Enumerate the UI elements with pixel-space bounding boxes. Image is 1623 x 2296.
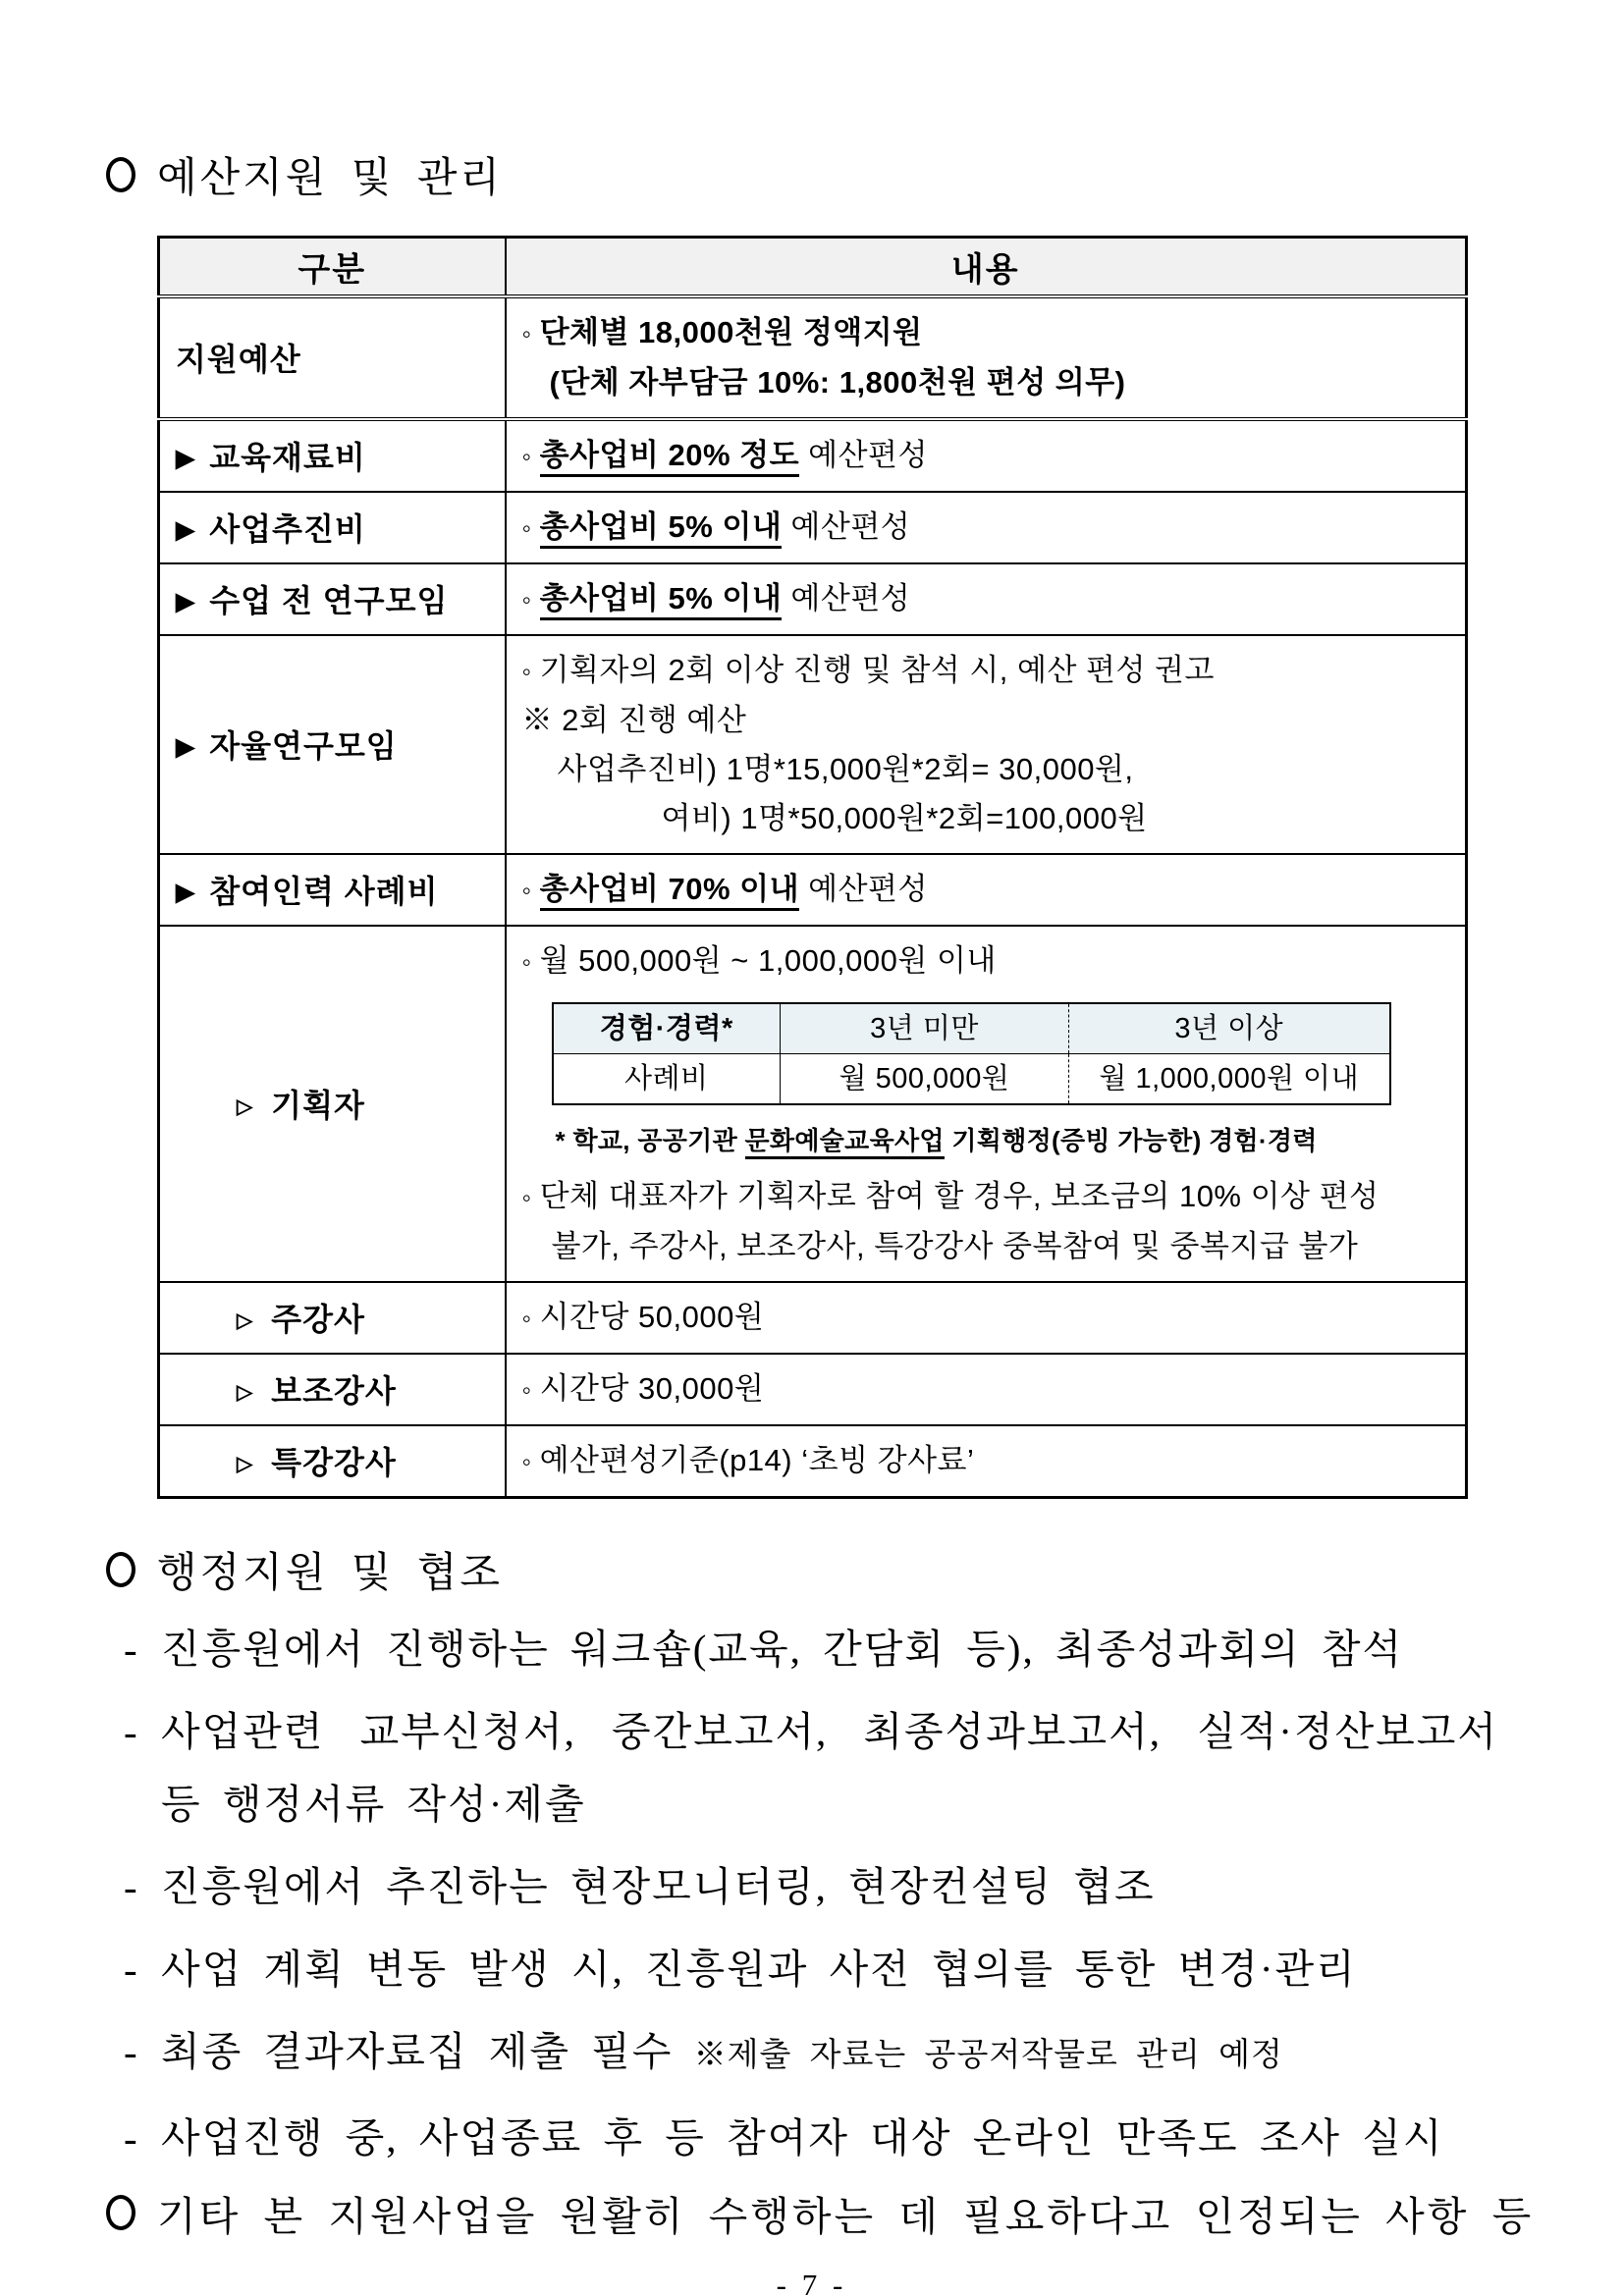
row-special-instructor [159, 1425, 1467, 1498]
dash-bullet: - [124, 1863, 139, 1909]
exp-header-experience: 경험·경력* [553, 1003, 781, 1054]
exp-header-over3: 3년 이상 [1069, 1003, 1390, 1054]
row-special-instructor-content: ◦ 예산편성기준(p14) ‘초빙 강사료’ [506, 1425, 1467, 1498]
planner-line2: ◦ 단체 대표자가 기획자로 참여 할 경우, 보조금의 10% 이상 편성 불가, 주강사, 보조강사, 특강강사 중복참여 및 중복지급 불가 [521, 1178, 1380, 1263]
self-study-line3: 사업추진비) 1명*15,000원*2회= 30,000원, [557, 751, 1134, 786]
admin-item: - 최종 결과자료집 제출 필수 ※제출 자료는 공공저작물로 관리 예정 [124, 2015, 1498, 2092]
budget-section-title [106, 0, 1623, 204]
self-study-line2: ※ 2회 진행 예산 [521, 702, 747, 737]
admin-item: - 진흥원에서 진행하는 워크숍(교육, 간담회 등), 최종성과회의 참석 [124, 1613, 1498, 1685]
admin-item: - 사업 계획 변동 발생 시, 진흥원과 사전 협의를 통한 변경·관리 [124, 1933, 1498, 2005]
support-budget-line2: (단체 자부담금 10%: 1,800천원 편성 의무) [549, 364, 1126, 400]
row-assistant-instructor-label: ▷ 보조강사 [159, 1354, 506, 1425]
public-work-note: ※제출 자료는 공공저작물로 관리 예정 [693, 2037, 1283, 2073]
circle-small-bullet-icon: ◦ [521, 946, 532, 977]
row-special-instructor-label: ▷ 특강강사 [159, 1425, 506, 1498]
row-participant-fee [159, 854, 1467, 926]
circle-small-bullet-icon: ◦ [521, 1303, 532, 1333]
admin-item: - 진흥원에서 추진하는 현장모니터링, 현장컨설팅 협조 [124, 1850, 1498, 1923]
row-main-instructor-label: ▷ 주강사 [159, 1282, 506, 1354]
experience-table [552, 1002, 1391, 1105]
row-pre-class-meeting-label: ▶ 수업 전 연구모임 [159, 563, 506, 635]
triangle-filled-icon: ▶ [176, 879, 196, 906]
circle-small-bullet-icon: ◦ [521, 512, 532, 543]
triangle-filled-icon: ▶ [176, 588, 196, 615]
self-study-line1: ◦ 기획자의 2회 이상 진행 및 참석 시, 예산 편성 권고 [521, 652, 1215, 687]
exp-cell-under3-amount: 월 500,000원 [781, 1053, 1069, 1104]
circle-bullet-icon [106, 157, 135, 192]
admin-section-title-text: 행정지원 및 협조 [157, 1550, 504, 1596]
circle-small-bullet-icon: ◦ [521, 875, 532, 905]
header-content: 내용 [506, 238, 1467, 296]
row-edu-materials-label: ▶ 교육재료비 [159, 419, 506, 492]
page-number: - 7 - [776, 2267, 847, 2296]
triangle-outline-icon: ▷ [237, 1453, 254, 1475]
header-category: 구분 [159, 238, 506, 296]
row-planner-label: ▷ 기획자 [159, 926, 506, 1282]
budget-table-header-row [159, 238, 1467, 296]
row-pre-class-meeting-content: ◦ 총사업비 5% 이내 예산편성 [506, 563, 1467, 635]
circle-small-bullet-icon: ◦ [521, 318, 532, 348]
planner-line1: ◦ 월 500,000원 ~ 1,000,000원 이내 [521, 942, 997, 978]
row-planner-content [506, 926, 1467, 1282]
row-assistant-instructor [159, 1354, 1467, 1425]
row-support-budget [159, 296, 1467, 419]
row-project-promo [159, 492, 1467, 563]
row-pre-class-meeting [159, 563, 1467, 635]
row-edu-materials [159, 419, 1467, 492]
circle-small-bullet-icon: ◦ [521, 1182, 532, 1212]
row-participant-fee-content: ◦ 총사업비 70% 이내 예산편성 [506, 854, 1467, 926]
circle-small-bullet-icon: ◦ [521, 441, 532, 471]
admin-section-title [106, 1540, 1623, 1599]
dash-bullet: - [124, 1626, 139, 1672]
triangle-outline-icon: ▷ [237, 1095, 254, 1118]
exp-header-under3: 3년 미만 [781, 1003, 1069, 1054]
triangle-outline-icon: ▷ [237, 1381, 254, 1404]
circle-small-bullet-icon: ◦ [521, 1446, 532, 1476]
circle-small-bullet-icon: ◦ [521, 656, 532, 686]
admin-item: - 사업진행 중, 사업종료 후 등 참여자 대상 온라인 만족도 조사 실시 [124, 2102, 1498, 2174]
admin-item: - 사업관련 교부신청서, 중간보고서, 최종성과보고서, 실적·정산보고서 등 행정서류 작성·제출 [124, 1695, 1498, 1841]
etc-section [106, 2184, 1623, 2242]
budget-section-title-text: 예산지원 및 관리 [157, 156, 504, 201]
budget-table [157, 236, 1468, 1499]
row-support-budget-label: 지원예산 [159, 296, 506, 419]
row-support-budget-content [506, 296, 1467, 419]
row-main-instructor-content: ◦ 시간당 50,000원 [506, 1282, 1467, 1354]
row-main-instructor [159, 1282, 1467, 1354]
row-self-study-meeting [159, 635, 1467, 854]
planner-footnote: * 학교, 공공기관 문화예술교육사업 기획행정(증빙 가능한) 경험·경력 [556, 1123, 1450, 1158]
reference-mark-icon: ※ [521, 702, 553, 737]
row-project-promo-content: ◦ 총사업비 5% 이내 예산편성 [506, 492, 1467, 563]
row-edu-materials-content: ◦ 총사업비 20% 정도 예산편성 [506, 419, 1467, 492]
row-self-study-meeting-content [506, 635, 1467, 854]
row-assistant-instructor-content: ◦ 시간당 30,000원 [506, 1354, 1467, 1425]
triangle-filled-icon: ▶ [176, 516, 196, 544]
row-participant-fee-label: ▶ 참여인력 사례비 [159, 854, 506, 926]
exp-cell-over3-amount: 월 1,000,000원 이내 [1069, 1053, 1390, 1104]
row-planner [159, 926, 1467, 1282]
circle-bullet-icon [106, 2195, 135, 2230]
dash-bullet: - [124, 2028, 139, 2074]
dash-bullet: - [124, 1946, 139, 1992]
dash-bullet: - [124, 2114, 139, 2161]
support-budget-line1: ◦ 단체별 18,000천원 정액지원 [521, 314, 923, 349]
triangle-filled-icon: ▶ [176, 445, 196, 472]
etc-section-text: 기타 본 지원사업을 원활히 수행하는 데 필요하다고 인정되는 사항 등 [157, 2193, 1535, 2239]
row-project-promo-label: ▶ 사업추진비 [159, 492, 506, 563]
self-study-line4: 여비) 1명*50,000원*2회=100,000원 [661, 800, 1148, 835]
experience-table-header-row [553, 1003, 1390, 1054]
dash-bullet: - [124, 1708, 139, 1754]
triangle-filled-icon: ▶ [176, 733, 196, 761]
etc-section-line [106, 2184, 1623, 2242]
admin-items [124, 1613, 1498, 2174]
circle-small-bullet-icon: ◦ [521, 584, 532, 614]
experience-table-data-row [553, 1053, 1390, 1104]
triangle-outline-icon: ▷ [237, 1309, 254, 1332]
exp-cell-fee: 사례비 [553, 1053, 781, 1104]
admin-section [106, 1540, 1623, 2174]
circle-bullet-icon [106, 1552, 135, 1587]
circle-small-bullet-icon: ◦ [521, 1374, 532, 1405]
row-self-study-meeting-label: ▶ 자율연구모임 [159, 635, 506, 854]
